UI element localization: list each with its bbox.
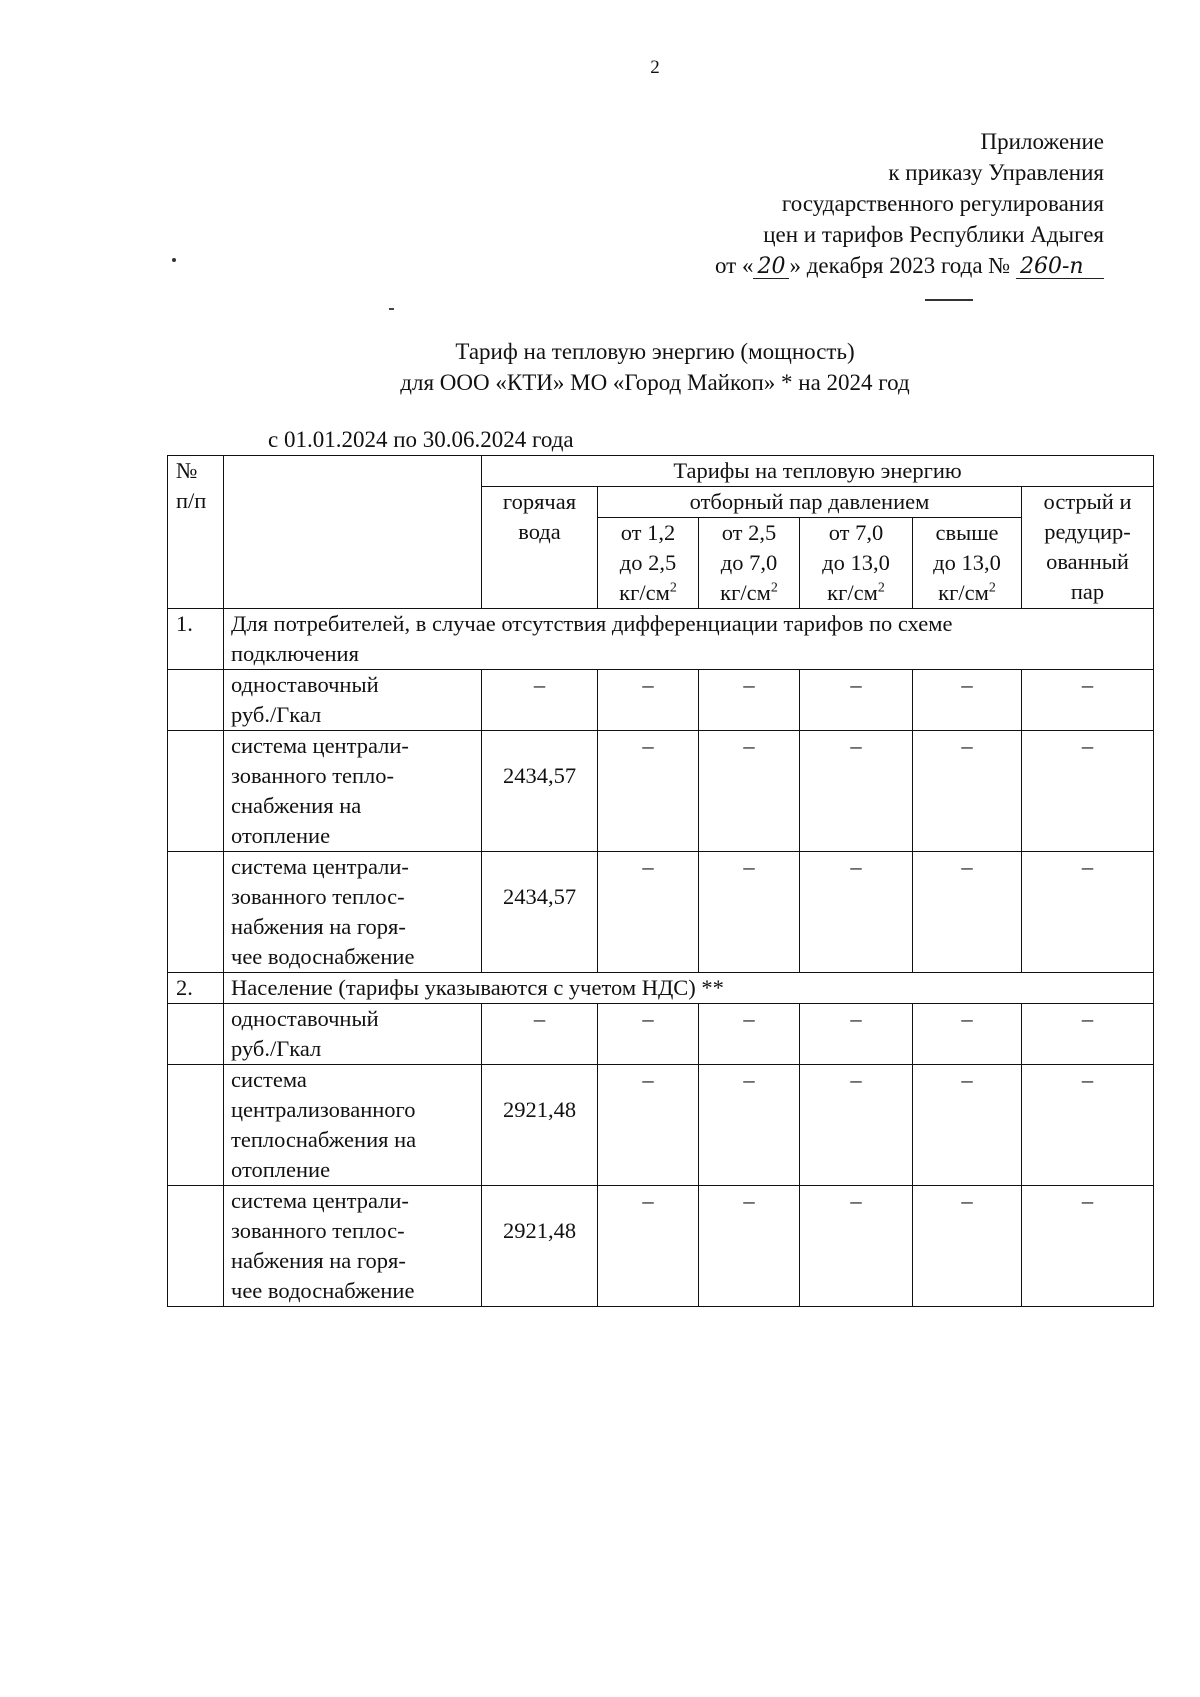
empty-dash: – xyxy=(1022,1004,1154,1065)
empty-dash: – xyxy=(598,1186,699,1307)
empty-dash: – xyxy=(699,1186,800,1307)
empty-dash: – xyxy=(913,1065,1022,1186)
empty-dash: – xyxy=(800,1186,913,1307)
section-row xyxy=(168,973,1154,1004)
header-pressure-col: от 7,0 до 13,0 $кг/см^2$ xyxy=(800,518,913,609)
table-row xyxy=(168,852,1154,973)
scan-dash-mark xyxy=(389,308,394,310)
hot-water-value: 2921,48 xyxy=(482,1065,598,1186)
appendix-date-line xyxy=(715,250,1104,281)
hot-water-value: – xyxy=(482,670,598,731)
empty-dash: – xyxy=(800,852,913,973)
empty-dash: – xyxy=(598,852,699,973)
empty-dash: – xyxy=(598,670,699,731)
table-row xyxy=(168,670,1154,731)
header-description xyxy=(224,456,482,609)
empty-dash: – xyxy=(800,670,913,731)
header-num: № п/п xyxy=(168,456,224,609)
hot-water-value: 2434,57 xyxy=(482,852,598,973)
empty-dash: – xyxy=(699,852,800,973)
row-label: система централи- зованного теплос- набжения на горя- чее водоснабжение xyxy=(224,1186,482,1307)
empty-dash: – xyxy=(1022,1065,1154,1186)
empty-dash: – xyxy=(800,1004,913,1065)
empty-dash: – xyxy=(913,731,1022,852)
header-steam-title: отборный пар давлением xyxy=(598,487,1022,518)
appendix-block xyxy=(715,126,1104,281)
hot-water-value: 2921,48 xyxy=(482,1186,598,1307)
empty-dash: – xyxy=(800,731,913,852)
empty-dash: – xyxy=(699,670,800,731)
empty-dash: – xyxy=(699,1065,800,1186)
title-line-1: Тариф на тепловую энергию (мощность) xyxy=(455,339,855,364)
appendix-line: к приказу Управления xyxy=(888,160,1104,185)
header-sharp-steam: острый и редуцир- ованный пар xyxy=(1022,487,1154,609)
scan-dot-mark xyxy=(172,258,176,262)
empty-dash: – xyxy=(598,1065,699,1186)
date-prefix: от « xyxy=(714,253,754,278)
empty-dash: – xyxy=(913,670,1022,731)
row-label: одноставочный руб./Гкал xyxy=(224,1004,482,1065)
tariff-table xyxy=(167,455,1154,1307)
section-number: 2. xyxy=(168,973,224,1004)
hot-water-value: 2434,57 xyxy=(482,731,598,852)
row-label: система централизованного теплоснабжения на отопление xyxy=(224,1065,482,1186)
empty-dash: – xyxy=(1022,670,1154,731)
row-label: система централи- зованного теплос- набжения на горя- чее водоснабжение xyxy=(224,852,482,973)
header-tariffs-title: Тарифы на тепловую энергию xyxy=(482,456,1154,487)
short-rule xyxy=(925,299,973,301)
appendix-line: цен и тарифов Республики Адыгея xyxy=(763,222,1104,247)
header-pressure-col: от 2,5 до 7,0 $кг/см^2$ xyxy=(699,518,800,609)
header-pressure-col: от 1,2 до 2,5 $кг/см^2$ xyxy=(598,518,699,609)
document-title xyxy=(0,336,1200,398)
empty-dash: – xyxy=(598,1004,699,1065)
empty-dash: – xyxy=(1022,1186,1154,1307)
table-row xyxy=(168,1186,1154,1307)
section-title: Для потребителей, в случае отсутствия дифференциации тарифов по схеме подключения xyxy=(224,609,1154,670)
appendix-line: Приложение xyxy=(980,129,1104,154)
header-hot-water: горячая вода xyxy=(482,487,598,609)
empty-dash: – xyxy=(1022,852,1154,973)
row-label: одноставочный руб./Гкал xyxy=(224,670,482,731)
table-row xyxy=(168,1065,1154,1186)
empty-dash: – xyxy=(913,1004,1022,1065)
header-pressure-col: свыше до 13,0 $кг/см^2$ xyxy=(913,518,1022,609)
appendix-line: государственного регулирования xyxy=(781,191,1104,216)
page-number: 2 xyxy=(650,57,660,78)
title-line-2: для ООО «КТИ» МО «Город Майкоп» * на 2024 год xyxy=(400,370,910,395)
section-row xyxy=(168,609,1154,670)
table-row xyxy=(168,1004,1154,1065)
section-number: 1. xyxy=(168,609,224,670)
empty-dash: – xyxy=(699,1004,800,1065)
empty-dash: – xyxy=(800,1065,913,1186)
date-suffix: » декабря 2023 года № xyxy=(789,253,1011,278)
empty-dash: – xyxy=(598,731,699,852)
section-title: Население (тарифы указываются с учетом НДС) ** xyxy=(224,973,1154,1004)
handwritten-day: 20 xyxy=(753,256,789,279)
empty-dash: – xyxy=(699,731,800,852)
period-label: с 01.01.2024 по 30.06.2024 года xyxy=(268,427,574,452)
empty-dash: – xyxy=(1022,731,1154,852)
empty-dash: – xyxy=(913,852,1022,973)
handwritten-order-number: 260-п xyxy=(1016,256,1104,279)
header-row-1 xyxy=(168,456,1154,487)
table-row xyxy=(168,731,1154,852)
hot-water-value: – xyxy=(482,1004,598,1065)
row-label: система централи- зованного тепло- снабжения на отопление xyxy=(224,731,482,852)
empty-dash: – xyxy=(913,1186,1022,1307)
